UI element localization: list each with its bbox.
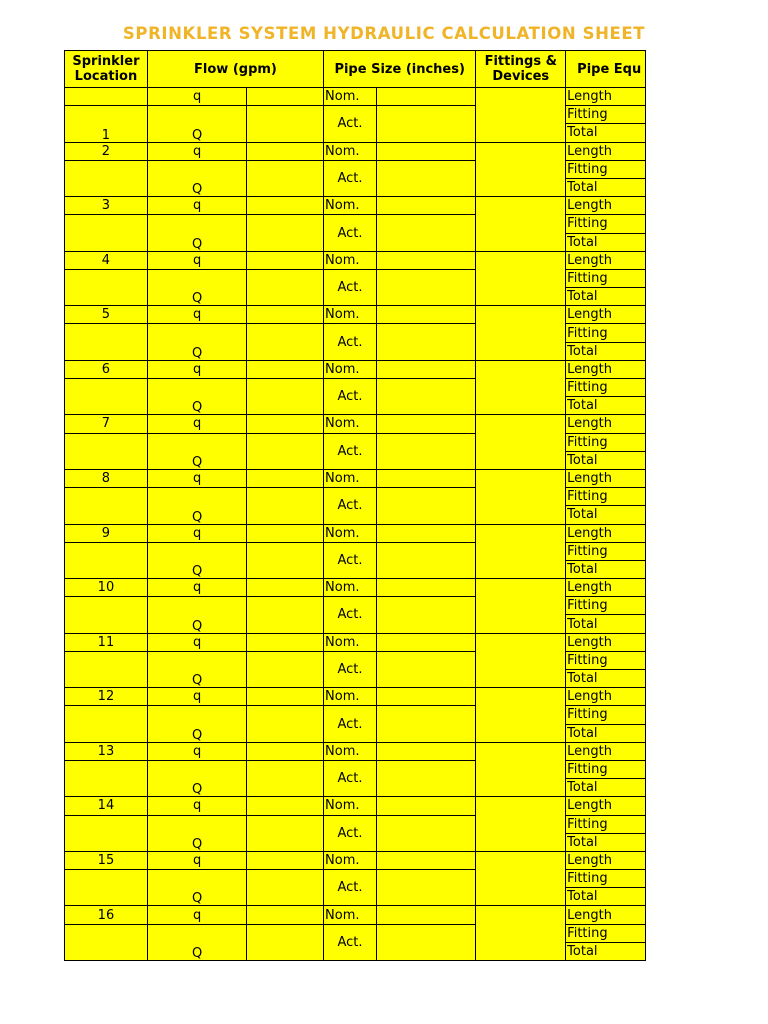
flow-q-input[interactable]: [247, 251, 324, 269]
flow-q-label: q: [147, 469, 247, 487]
sprinkler-number: 2: [65, 142, 148, 160]
pipe-nominal-label: Nom.: [324, 688, 377, 706]
header-row: [65, 51, 646, 88]
flow-Q-input[interactable]: [247, 379, 324, 415]
pipe-actual-input[interactable]: [376, 160, 475, 196]
equiv-total-label: Total: [566, 451, 646, 469]
pipe-nominal-input[interactable]: [376, 306, 475, 324]
fittings-devices-cell[interactable]: [476, 579, 566, 634]
equiv-total-label: Total: [566, 342, 646, 360]
pipe-nominal-input[interactable]: [376, 579, 475, 597]
pipe-nominal-label: Nom.: [324, 197, 377, 215]
sprinkler-number: 5: [65, 306, 148, 324]
equiv-total-label: Total: [566, 124, 646, 142]
flow-q-input[interactable]: [247, 360, 324, 378]
flow-Q-label: Q: [147, 433, 247, 469]
equiv-total-label: Total: [566, 779, 646, 797]
pipe-nominal-input[interactable]: [376, 360, 475, 378]
flow-Q-input[interactable]: [247, 760, 324, 796]
flow-q-input[interactable]: [247, 469, 324, 487]
pipe-nominal-input[interactable]: [376, 906, 475, 924]
fittings-devices-cell[interactable]: [476, 797, 566, 852]
flow-Q-label: Q: [147, 706, 247, 742]
equiv-fitting-label: Fitting: [566, 488, 646, 506]
pipe-nominal-label: Nom.: [324, 851, 377, 869]
equiv-total-label: Total: [566, 888, 646, 906]
header-pipe-equivalent: Pipe Equ: [566, 51, 646, 88]
sprinkler-number: 15: [65, 851, 148, 869]
equiv-length-label: Length: [566, 360, 646, 378]
flow-Q-input[interactable]: [247, 160, 324, 196]
fittings-devices-cell[interactable]: [476, 524, 566, 579]
flow-q-label: q: [147, 633, 247, 651]
table-row: [65, 142, 646, 160]
pipe-actual-label: Act.: [324, 160, 377, 196]
table-row: [65, 742, 646, 760]
flow-Q-input[interactable]: [247, 924, 324, 960]
equiv-length-label: Length: [566, 415, 646, 433]
sprinkler-number: 4: [65, 251, 148, 269]
equiv-fitting-label: Fitting: [566, 433, 646, 451]
flow-Q-input[interactable]: [247, 870, 324, 906]
sprinkler-number: 1: [65, 106, 148, 142]
equiv-fitting-label: Fitting: [566, 160, 646, 178]
pipe-actual-label: Act.: [324, 651, 377, 687]
pipe-actual-input[interactable]: [376, 433, 475, 469]
pipe-nominal-input[interactable]: [376, 88, 475, 106]
flow-q-label: q: [147, 88, 247, 106]
flow-Q-label: Q: [147, 215, 247, 251]
equiv-total-label: Total: [566, 506, 646, 524]
flow-Q-input[interactable]: [247, 597, 324, 633]
pipe-actual-input[interactable]: [376, 215, 475, 251]
fittings-devices-cell[interactable]: [476, 142, 566, 197]
equiv-length-label: Length: [566, 88, 646, 106]
equiv-total-label: Total: [566, 397, 646, 415]
flow-q-label: q: [147, 142, 247, 160]
sprinkler-number: 7: [65, 415, 148, 433]
equiv-length-label: Length: [566, 579, 646, 597]
pipe-actual-label: Act.: [324, 924, 377, 960]
pipe-actual-input[interactable]: [376, 488, 475, 524]
flow-Q-input[interactable]: [247, 815, 324, 851]
flow-Q-label: Q: [147, 269, 247, 305]
equiv-fitting-label: Fitting: [566, 542, 646, 560]
pipe-nominal-label: Nom.: [324, 906, 377, 924]
flow-q-label: q: [147, 906, 247, 924]
flow-Q-label: Q: [147, 870, 247, 906]
fittings-devices-cell[interactable]: [476, 742, 566, 797]
sprinkler-number: 16: [65, 906, 148, 924]
table-row: [65, 251, 646, 269]
equiv-length-label: Length: [566, 851, 646, 869]
flow-q-label: q: [147, 797, 247, 815]
pipe-actual-label: Act.: [324, 324, 377, 360]
pipe-actual-label: Act.: [324, 870, 377, 906]
flow-q-label: q: [147, 197, 247, 215]
table-row: [65, 906, 646, 924]
location-cell[interactable]: [65, 324, 148, 360]
pipe-nominal-label: Nom.: [324, 797, 377, 815]
flow-Q-label: Q: [147, 760, 247, 796]
flow-q-input[interactable]: [247, 851, 324, 869]
table-row: [65, 851, 646, 869]
header-pipe-size: Pipe Size (inches): [324, 51, 476, 88]
flow-q-input[interactable]: [247, 88, 324, 106]
table-row: [65, 797, 646, 815]
pipe-nominal-label: Nom.: [324, 360, 377, 378]
flow-Q-label: Q: [147, 597, 247, 633]
pipe-actual-input[interactable]: [376, 542, 475, 578]
flow-Q-input[interactable]: [247, 542, 324, 578]
equiv-length-label: Length: [566, 688, 646, 706]
equiv-length-label: Length: [566, 142, 646, 160]
equiv-fitting-label: Fitting: [566, 651, 646, 669]
sprinkler-number: 8: [65, 469, 148, 487]
sheet-title: SPRINKLER SYSTEM HYDRAULIC CALCULATION SHEET: [122, 24, 646, 43]
equiv-total-label: Total: [566, 178, 646, 196]
flow-Q-label: Q: [147, 324, 247, 360]
pipe-actual-label: Act.: [324, 379, 377, 415]
flow-Q-input[interactable]: [247, 433, 324, 469]
equiv-total-label: Total: [566, 560, 646, 578]
flow-q-label: q: [147, 742, 247, 760]
location-cell[interactable]: [65, 597, 148, 633]
equiv-length-label: Length: [566, 524, 646, 542]
fittings-devices-cell[interactable]: [476, 360, 566, 415]
pipe-nominal-label: Nom.: [324, 469, 377, 487]
table-row: [65, 579, 646, 597]
equiv-fitting-label: Fitting: [566, 269, 646, 287]
pipe-nominal-input[interactable]: [376, 742, 475, 760]
flow-q-input[interactable]: [247, 906, 324, 924]
equiv-total-label: Total: [566, 288, 646, 306]
equiv-length-label: Length: [566, 633, 646, 651]
pipe-nominal-input[interactable]: [376, 688, 475, 706]
sprinkler-number: 9: [65, 524, 148, 542]
pipe-nominal-label: Nom.: [324, 306, 377, 324]
equiv-length-label: Length: [566, 469, 646, 487]
flow-Q-input[interactable]: [247, 651, 324, 687]
flow-q-label: q: [147, 524, 247, 542]
equiv-fitting-label: Fitting: [566, 324, 646, 342]
pipe-actual-label: Act.: [324, 760, 377, 796]
flow-q-label: q: [147, 251, 247, 269]
equiv-fitting-label: Fitting: [566, 597, 646, 615]
flow-Q-label: Q: [147, 106, 247, 142]
location-cell[interactable]: [65, 924, 148, 960]
table-row: [65, 306, 646, 324]
flow-Q-input[interactable]: [247, 269, 324, 305]
pipe-actual-input[interactable]: [376, 760, 475, 796]
pipe-nominal-label: Nom.: [324, 88, 377, 106]
fittings-devices-cell[interactable]: [476, 88, 566, 143]
sprinkler-number: 14: [65, 797, 148, 815]
header-flow: Flow (gpm): [147, 51, 323, 88]
flow-Q-label: Q: [147, 488, 247, 524]
flow-q-label: q: [147, 360, 247, 378]
flow-Q-input[interactable]: [247, 215, 324, 251]
flow-q-input[interactable]: [247, 579, 324, 597]
flow-q-input[interactable]: [247, 633, 324, 651]
flow-q-input[interactable]: [247, 415, 324, 433]
pipe-nominal-input[interactable]: [376, 469, 475, 487]
pipe-actual-label: Act.: [324, 597, 377, 633]
pipe-actual-input[interactable]: [376, 324, 475, 360]
pipe-actual-label: Act.: [324, 106, 377, 142]
pipe-actual-input[interactable]: [376, 924, 475, 960]
pipe-actual-label: Act.: [324, 488, 377, 524]
sprinkler-number: 12: [65, 688, 148, 706]
equiv-fitting-label: Fitting: [566, 760, 646, 778]
location-cell[interactable]: [65, 815, 148, 851]
pipe-actual-input[interactable]: [376, 815, 475, 851]
pipe-nominal-label: Nom.: [324, 251, 377, 269]
flow-q-input[interactable]: [247, 688, 324, 706]
flow-q-label: q: [147, 579, 247, 597]
header-sprinkler-location: Sprinkler Location: [65, 51, 148, 88]
flow-Q-input[interactable]: [247, 488, 324, 524]
sprinkler-number: 6: [65, 360, 148, 378]
fittings-devices-cell[interactable]: [476, 415, 566, 470]
flow-Q-input[interactable]: [247, 324, 324, 360]
pipe-nominal-input[interactable]: [376, 851, 475, 869]
pipe-actual-input[interactable]: [376, 597, 475, 633]
fittings-devices-cell[interactable]: [476, 306, 566, 361]
table-row: [65, 469, 646, 487]
equiv-length-label: Length: [566, 197, 646, 215]
fittings-devices-cell[interactable]: [476, 851, 566, 906]
calculation-sheet: [64, 50, 646, 961]
pipe-nominal-input[interactable]: [376, 251, 475, 269]
equiv-fitting-label: Fitting: [566, 106, 646, 124]
table-row: [65, 415, 646, 433]
table-row: [65, 688, 646, 706]
equiv-length-label: Length: [566, 797, 646, 815]
equiv-length-label: Length: [566, 306, 646, 324]
pipe-actual-label: Act.: [324, 433, 377, 469]
equiv-fitting-label: Fitting: [566, 924, 646, 942]
equiv-total-label: Total: [566, 833, 646, 851]
equiv-fitting-label: Fitting: [566, 706, 646, 724]
equiv-fitting-label: Fitting: [566, 870, 646, 888]
flow-Q-label: Q: [147, 924, 247, 960]
flow-q-label: q: [147, 851, 247, 869]
equiv-total-label: Total: [566, 670, 646, 688]
sprinkler-number: 13: [65, 742, 148, 760]
sprinkler-number: 10: [65, 579, 148, 597]
pipe-actual-input[interactable]: [376, 706, 475, 742]
header-fittings-devices: Fittings & Devices: [476, 51, 566, 88]
pipe-actual-input[interactable]: [376, 651, 475, 687]
fittings-devices-cell[interactable]: [476, 906, 566, 961]
table-row: [65, 360, 646, 378]
pipe-nominal-label: Nom.: [324, 415, 377, 433]
pipe-actual-label: Act.: [324, 815, 377, 851]
location-cell[interactable]: [65, 706, 148, 742]
equiv-total-label: Total: [566, 724, 646, 742]
fittings-devices-cell[interactable]: [476, 251, 566, 306]
location-cell[interactable]: [65, 215, 148, 251]
pipe-nominal-input[interactable]: [376, 633, 475, 651]
pipe-actual-input[interactable]: [376, 379, 475, 415]
pipe-actual-input[interactable]: [376, 106, 475, 142]
location-cell[interactable]: [65, 760, 148, 796]
pipe-nominal-input[interactable]: [376, 797, 475, 815]
pipe-actual-label: Act.: [324, 215, 377, 251]
pipe-nominal-label: Nom.: [324, 742, 377, 760]
location-cell[interactable]: [65, 433, 148, 469]
flow-Q-input[interactable]: [247, 106, 324, 142]
table-row: [65, 197, 646, 215]
sprinkler-number: 11: [65, 633, 148, 651]
pipe-actual-label: Act.: [324, 269, 377, 305]
equiv-total-label: Total: [566, 233, 646, 251]
equiv-length-label: Length: [566, 251, 646, 269]
flow-q-label: q: [147, 415, 247, 433]
location-cell[interactable]: [65, 542, 148, 578]
location-cell[interactable]: [65, 651, 148, 687]
location-cell[interactable]: [65, 488, 148, 524]
flow-q-input[interactable]: [247, 742, 324, 760]
table-row: [65, 633, 646, 651]
pipe-nominal-input[interactable]: [376, 142, 475, 160]
pipe-nominal-input[interactable]: [376, 197, 475, 215]
pipe-actual-input[interactable]: [376, 269, 475, 305]
pipe-nominal-label: Nom.: [324, 524, 377, 542]
pipe-actual-label: Act.: [324, 706, 377, 742]
equiv-total-label: Total: [566, 942, 646, 960]
pipe-nominal-label: Nom.: [324, 633, 377, 651]
fittings-devices-cell[interactable]: [476, 688, 566, 743]
flow-q-input[interactable]: [247, 306, 324, 324]
sprinkler-number: 3: [65, 197, 148, 215]
equiv-fitting-label: Fitting: [566, 215, 646, 233]
flow-Q-label: Q: [147, 379, 247, 415]
flow-Q-label: Q: [147, 651, 247, 687]
equiv-length-label: Length: [566, 906, 646, 924]
flow-q-input[interactable]: [247, 797, 324, 815]
calculation-table: [64, 50, 646, 961]
flow-q-label: q: [147, 306, 247, 324]
location-cell[interactable]: [65, 88, 148, 106]
pipe-nominal-input[interactable]: [376, 524, 475, 542]
equiv-fitting-label: Fitting: [566, 815, 646, 833]
location-cell[interactable]: [65, 269, 148, 305]
flow-q-input[interactable]: [247, 142, 324, 160]
flow-Q-input[interactable]: [247, 706, 324, 742]
pipe-nominal-label: Nom.: [324, 142, 377, 160]
pipe-nominal-label: Nom.: [324, 579, 377, 597]
flow-Q-label: Q: [147, 815, 247, 851]
flow-Q-label: Q: [147, 160, 247, 196]
equiv-fitting-label: Fitting: [566, 379, 646, 397]
flow-q-input[interactable]: [247, 524, 324, 542]
equiv-total-label: Total: [566, 615, 646, 633]
pipe-actual-label: Act.: [324, 542, 377, 578]
pipe-actual-input[interactable]: [376, 870, 475, 906]
flow-Q-label: Q: [147, 542, 247, 578]
equiv-length-label: Length: [566, 742, 646, 760]
table-row: [65, 88, 646, 106]
flow-q-label: q: [147, 688, 247, 706]
table-row: [65, 524, 646, 542]
fittings-devices-cell[interactable]: [476, 197, 566, 252]
fittings-devices-cell[interactable]: [476, 469, 566, 524]
location-cell[interactable]: [65, 870, 148, 906]
fittings-devices-cell[interactable]: [476, 633, 566, 688]
location-cell[interactable]: [65, 379, 148, 415]
flow-q-input[interactable]: [247, 197, 324, 215]
location-cell[interactable]: [65, 160, 148, 196]
pipe-nominal-input[interactable]: [376, 415, 475, 433]
